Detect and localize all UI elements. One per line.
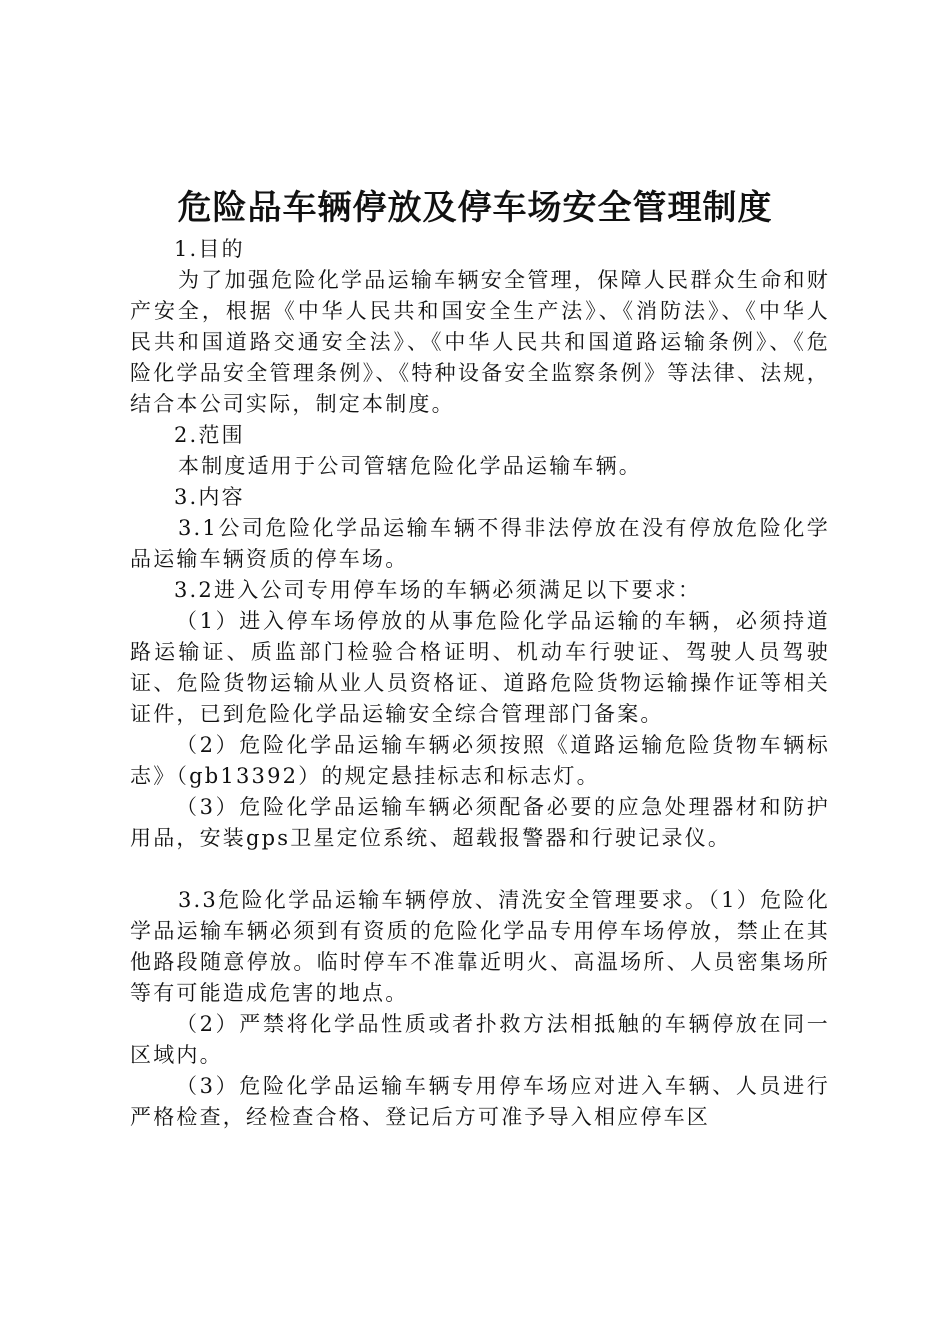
paragraph-3-2-item-1: （1）进入停车场停放的从事危险化学品运输的车辆，必须持道路运输证、质监部门检验合格证明、机动车行驶证、驾驶人员驾驶证、危险货物运输从业人员资格证、道路危险货物运输操作证等相关证件，已到危险化学品运输安全综合管理部门备案。 <box>130 609 830 726</box>
paragraph-spacer <box>130 854 830 885</box>
section-heading-content: 3.内容 <box>174 485 245 509</box>
paragraph-3-2-item-2: （2）危险化学品运输车辆必须按照《道路运输危险货物车辆标志》（gb13392）的规定悬挂标志和标志灯。 <box>130 733 830 788</box>
section-heading-purpose: 1.目的 <box>174 237 245 261</box>
paragraph-scope: 本制度适用于公司管辖危险化学品运输车辆。 <box>178 454 642 478</box>
paragraph-3-3: 3.3危险化学品运输车辆停放、清洗安全管理要求。（1）危险化学品运输车辆必须到有资质的危险化学品专用停车场停放，禁止在其他路段随意停放。临时停车不准靠近明火、高温场所、人员密集场所等有可能造成危害的地点。 <box>130 888 830 1005</box>
paragraph-3-1: 3.1公司危险化学品运输车辆不得非法停放在没有停放危险化学品运输车辆资质的停车场。 <box>130 516 830 571</box>
document-body <box>130 234 830 1133</box>
paragraph-3-2: 3.2进入公司专用停车场的车辆必须满足以下要求： <box>174 578 702 602</box>
document-title: 危险品车辆停放及停车场安全管理制度 <box>177 188 773 228</box>
paragraph-3-3-item-2: （2）严禁将化学品性质或者扑救方法相抵触的车辆停放在同一区域内。 <box>130 1012 830 1067</box>
section-heading-scope: 2.范围 <box>174 423 245 447</box>
paragraph-3-2-item-3: （3）危险化学品运输车辆必须配备必要的应急处理器材和防护用品，安装gps卫星定位系统、超载报警器和行驶记录仪。 <box>130 795 830 850</box>
paragraph-3-3-item-3: （3）危险化学品运输车辆专用停车场应对进入车辆、人员进行严格检查，经检查合格、登记后方可准予导入相应停车区 <box>130 1074 830 1129</box>
paragraph-purpose: 为了加强危险化学品运输车辆安全管理，保障人民群众生命和财产安全，根据《中华人民共和国安全生产法》、《消防法》、《中华人民共和国道路交通安全法》、《中华人民共和国道路运输条例》、《危险化学品安全管理条例》、《特种设备安全监察条例》等法律、法规，结合本公司实际，制定本制度。 <box>130 268 830 416</box>
